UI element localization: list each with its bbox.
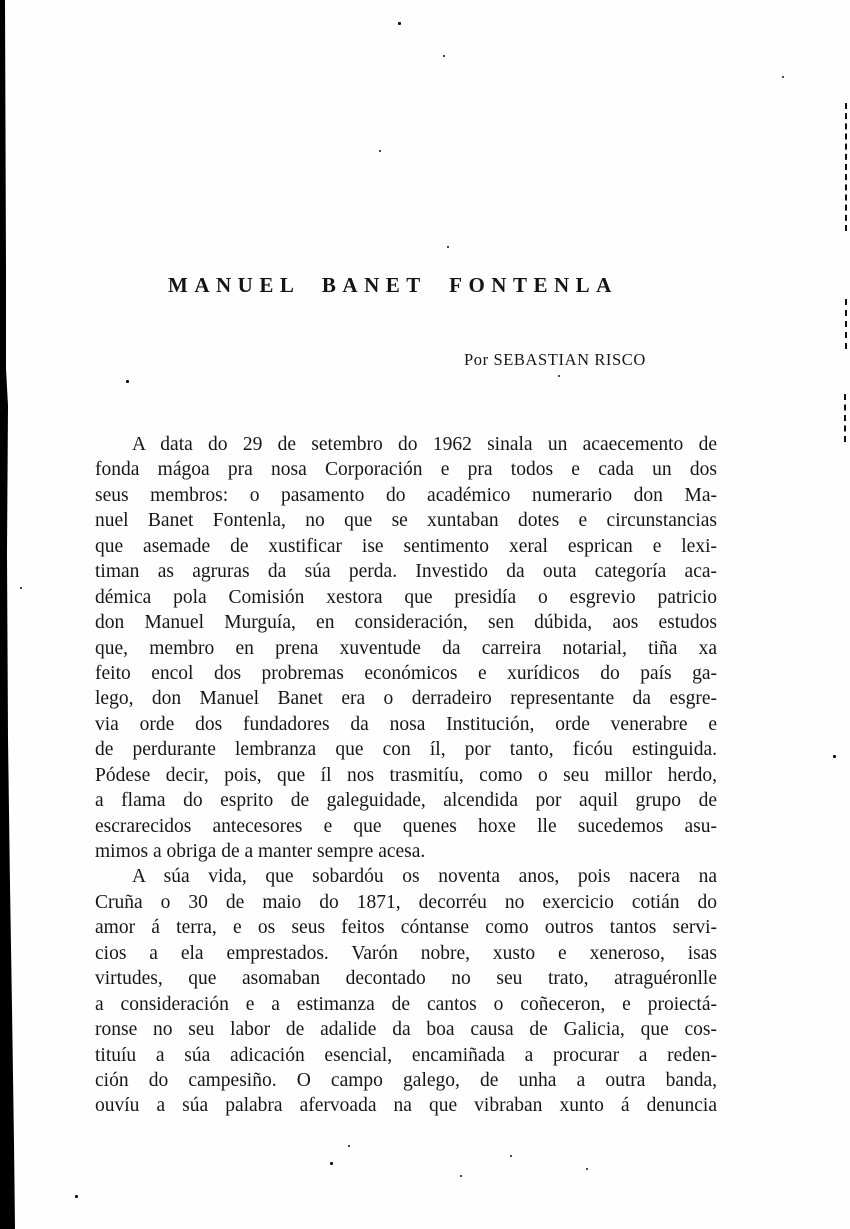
page-edge-line <box>845 103 847 231</box>
article-title: MANUEL BANET FONTENLA <box>168 273 618 297</box>
page-edge-line <box>845 299 847 349</box>
page-edge-line <box>844 394 846 442</box>
text-line: Pódese decir, pois, que íl nos trasmitíu, como o seu millor herdo, <box>95 764 717 786</box>
text-line: A data do 29 de setembro do 1962 sinala un acaecemento de <box>132 434 717 455</box>
text-line: cios a ela emprestados. Varón nobre, xusto e xeneroso, isas <box>95 942 717 964</box>
text-line: a consideración e a estimanza de cantos o coñeceron, e proiectá- <box>95 993 717 1015</box>
text-line: timan as agruras da súa perda. Investido da outa categoría aca- <box>95 561 717 583</box>
text-line: virtudes, que asomaban decontado no seu trato, atraguéronlle <box>95 968 717 990</box>
text-line: de perdurante lembranza que con íl, por tanto, ficóu estinguida. <box>95 739 717 761</box>
text-line: que asemade de xustificar ise sentimento xeral esprican e lexi- <box>95 535 717 557</box>
text-line: amor á terra, e os seus feitos cóntanse como outros tantos servi- <box>95 917 717 939</box>
text-line: tituíu a súa adicación esencial, encamiñada a procurar a reden- <box>95 1044 717 1066</box>
text-line: escrarecidos antecesores e que quenes hoxe lle sucedemos asu- <box>95 815 717 837</box>
text-line: don Manuel Murguía, en consideración, sen dúbida, aos estudos <box>95 612 717 634</box>
text-line: fonda mágoa pra nosa Corporación e pra todos e cada un dos <box>95 459 717 481</box>
text-line: feito encol dos probremas económicos e xurídicos do país ga- <box>95 662 717 684</box>
text-line: lego, don Manuel Banet era o derradeiro representante da esgre- <box>95 688 717 710</box>
author-byline: Por SEBASTIAN RISCO <box>464 350 646 369</box>
text-line: démica pola Comisión xestora que presidía o esgrevio patricio <box>95 586 717 608</box>
text-line: A súa vida, que sobardóu os noventa anos, pois nacera na <box>132 866 717 888</box>
text-line: ronse no seu labor de adalide da boa causa de Galicia, que cos- <box>95 1019 717 1041</box>
text-line: nuel Banet Fontenla, no que se xuntaban dotes e circunstancias <box>95 510 717 532</box>
text-line: mimos a obriga de a manter sempre acesa. <box>95 841 426 862</box>
scan-gutter-shadow <box>0 0 18 1229</box>
text-line: a flama do esprito de galeguidade, alcendida por aquil grupo de <box>95 790 717 812</box>
body-text <box>95 432 717 1119</box>
text-line: ouvíu a súa palabra afervoada na que vibraban xunto á denuncia <box>95 1095 717 1117</box>
text-line: que, membro en prena xuventude da carreira notarial, tiña xa <box>95 637 717 659</box>
text-line: seus membros: o pasamento do académico numerario don Ma- <box>95 484 717 506</box>
text-line: Cruña o 30 de maio do 1871, decorréu no exercicio cotián do <box>95 891 717 913</box>
text-line: ción do campesiño. O campo galego, de unha a outra banda, <box>95 1069 717 1091</box>
text-line: via orde dos fundadores da nosa Institución, orde venerabre e <box>95 713 717 735</box>
